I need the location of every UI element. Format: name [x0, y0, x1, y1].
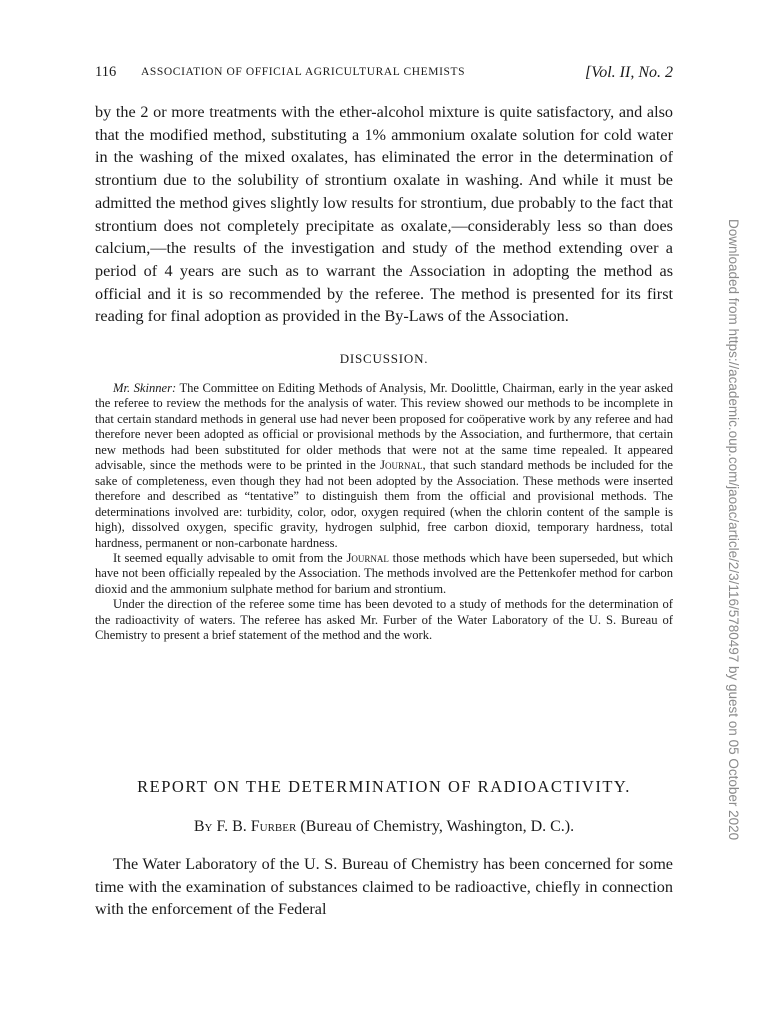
journal-word: Journal: [380, 458, 423, 473]
author-name: F. B. Furber: [216, 818, 297, 835]
volume-issue: [Vol. II, No. 2: [585, 64, 673, 81]
author-affiliation: (Bureau of Chemistry, Washington, D. C.).: [300, 818, 575, 835]
download-watermark: Downloaded from https://academic.oup.com/jaoac/article/2/3/116/5780497 by guest on 05 October 2020: [726, 219, 741, 841]
journal-word: Journal: [346, 550, 389, 565]
discussion-paragraph-3: Under the direction of the referee some time has been devoted to a study of methods for the determination of the radioactivity of waters. The referee has asked Mr. Furber of the Water Laboratory of the U. S. Bureau of Chemistry to present a brief statement of the method and the work.: [95, 597, 673, 643]
discussion-body: [95, 381, 673, 644]
report-opening-paragraph: The Water Laboratory of the U. S. Bureau of Chemistry has been concerned for some time with the examination of substances claimed to be radioactive, chiefly in connection with the enforcement of the Federal: [95, 855, 673, 919]
byline-by: By: [193, 818, 213, 835]
running-header: [95, 64, 673, 86]
byline: [95, 818, 673, 836]
journal-title: ASSOCIATION OF OFFICIAL AGRICULTURAL CHEMISTS: [141, 66, 466, 78]
page-number: 116: [95, 64, 117, 80]
speaker-name: Mr. Skinner:: [113, 381, 177, 395]
intro-paragraph: by the 2 or more treatments with the ether-alcohol mixture is quite satisfactory, and also that the modified method, substituting a 1% ammonium oxalate solution for cold water in the washing of the mixed oxalates, has eliminated the error in the determination of strontium due to the solubility of strontium oxalate in washing. And while it must be admitted the method gives slightly low results for strontium, due probably to the fact that strontium does not completely precipitate as oxalate,—considerably less so than does calcium,—the results of the investigation and study of the method extending over a period of 4 years are such as to warrant the Association in adopting the method as official and it is so recommended by the referee. The method is presented for its first reading for final adoption as provided in the By-Laws of the Association.: [95, 103, 673, 326]
discussion-paragraph-1: Mr. Skinner: The Committee on Editing Methods of Analysis, Mr. Doolittle, Chairman, early in the year asked the referee to review the methods for the analysis of water. This review showed our methods to be incomplete in that certain standard methods in general use had never been proposed for coöperative work by any referee and had therefore never been adopted as official or provisional methods by the Association, and furthermore, that certain new methods had been substituted for older methods that were not at the same time repealed. It appeared advisable, since the methods were to be printed in the Journal, that such standard methods be included for the sake of completeness, even though they had not been adopted by the Association. These methods were inserted therefore and described as “tentative” to distinguish them from the official and provisional methods. The determinations involved are: turbidity, color, odor, oxygen required (when the chlorin content of the sample is high), dissolved oxygen, specific gravity, hydrogen sulphid, free carbon dioxid, temporary hardness, total hardness, permanent or non-carbonate hardness.: [95, 381, 673, 550]
report-title: REPORT ON THE DETERMINATION OF RADIOACTIVITY.: [137, 777, 631, 796]
discussion-heading: DISCUSSION.: [339, 351, 429, 366]
discussion-paragraph-2: It seemed equally advisable to omit from the Journal those methods which have been superseded, but which have not been officially repealed by the Association. The methods involved are the Pettenkofer method for carbon dioxid and the ammonium sulphate method for barium and strontium.: [95, 550, 673, 596]
